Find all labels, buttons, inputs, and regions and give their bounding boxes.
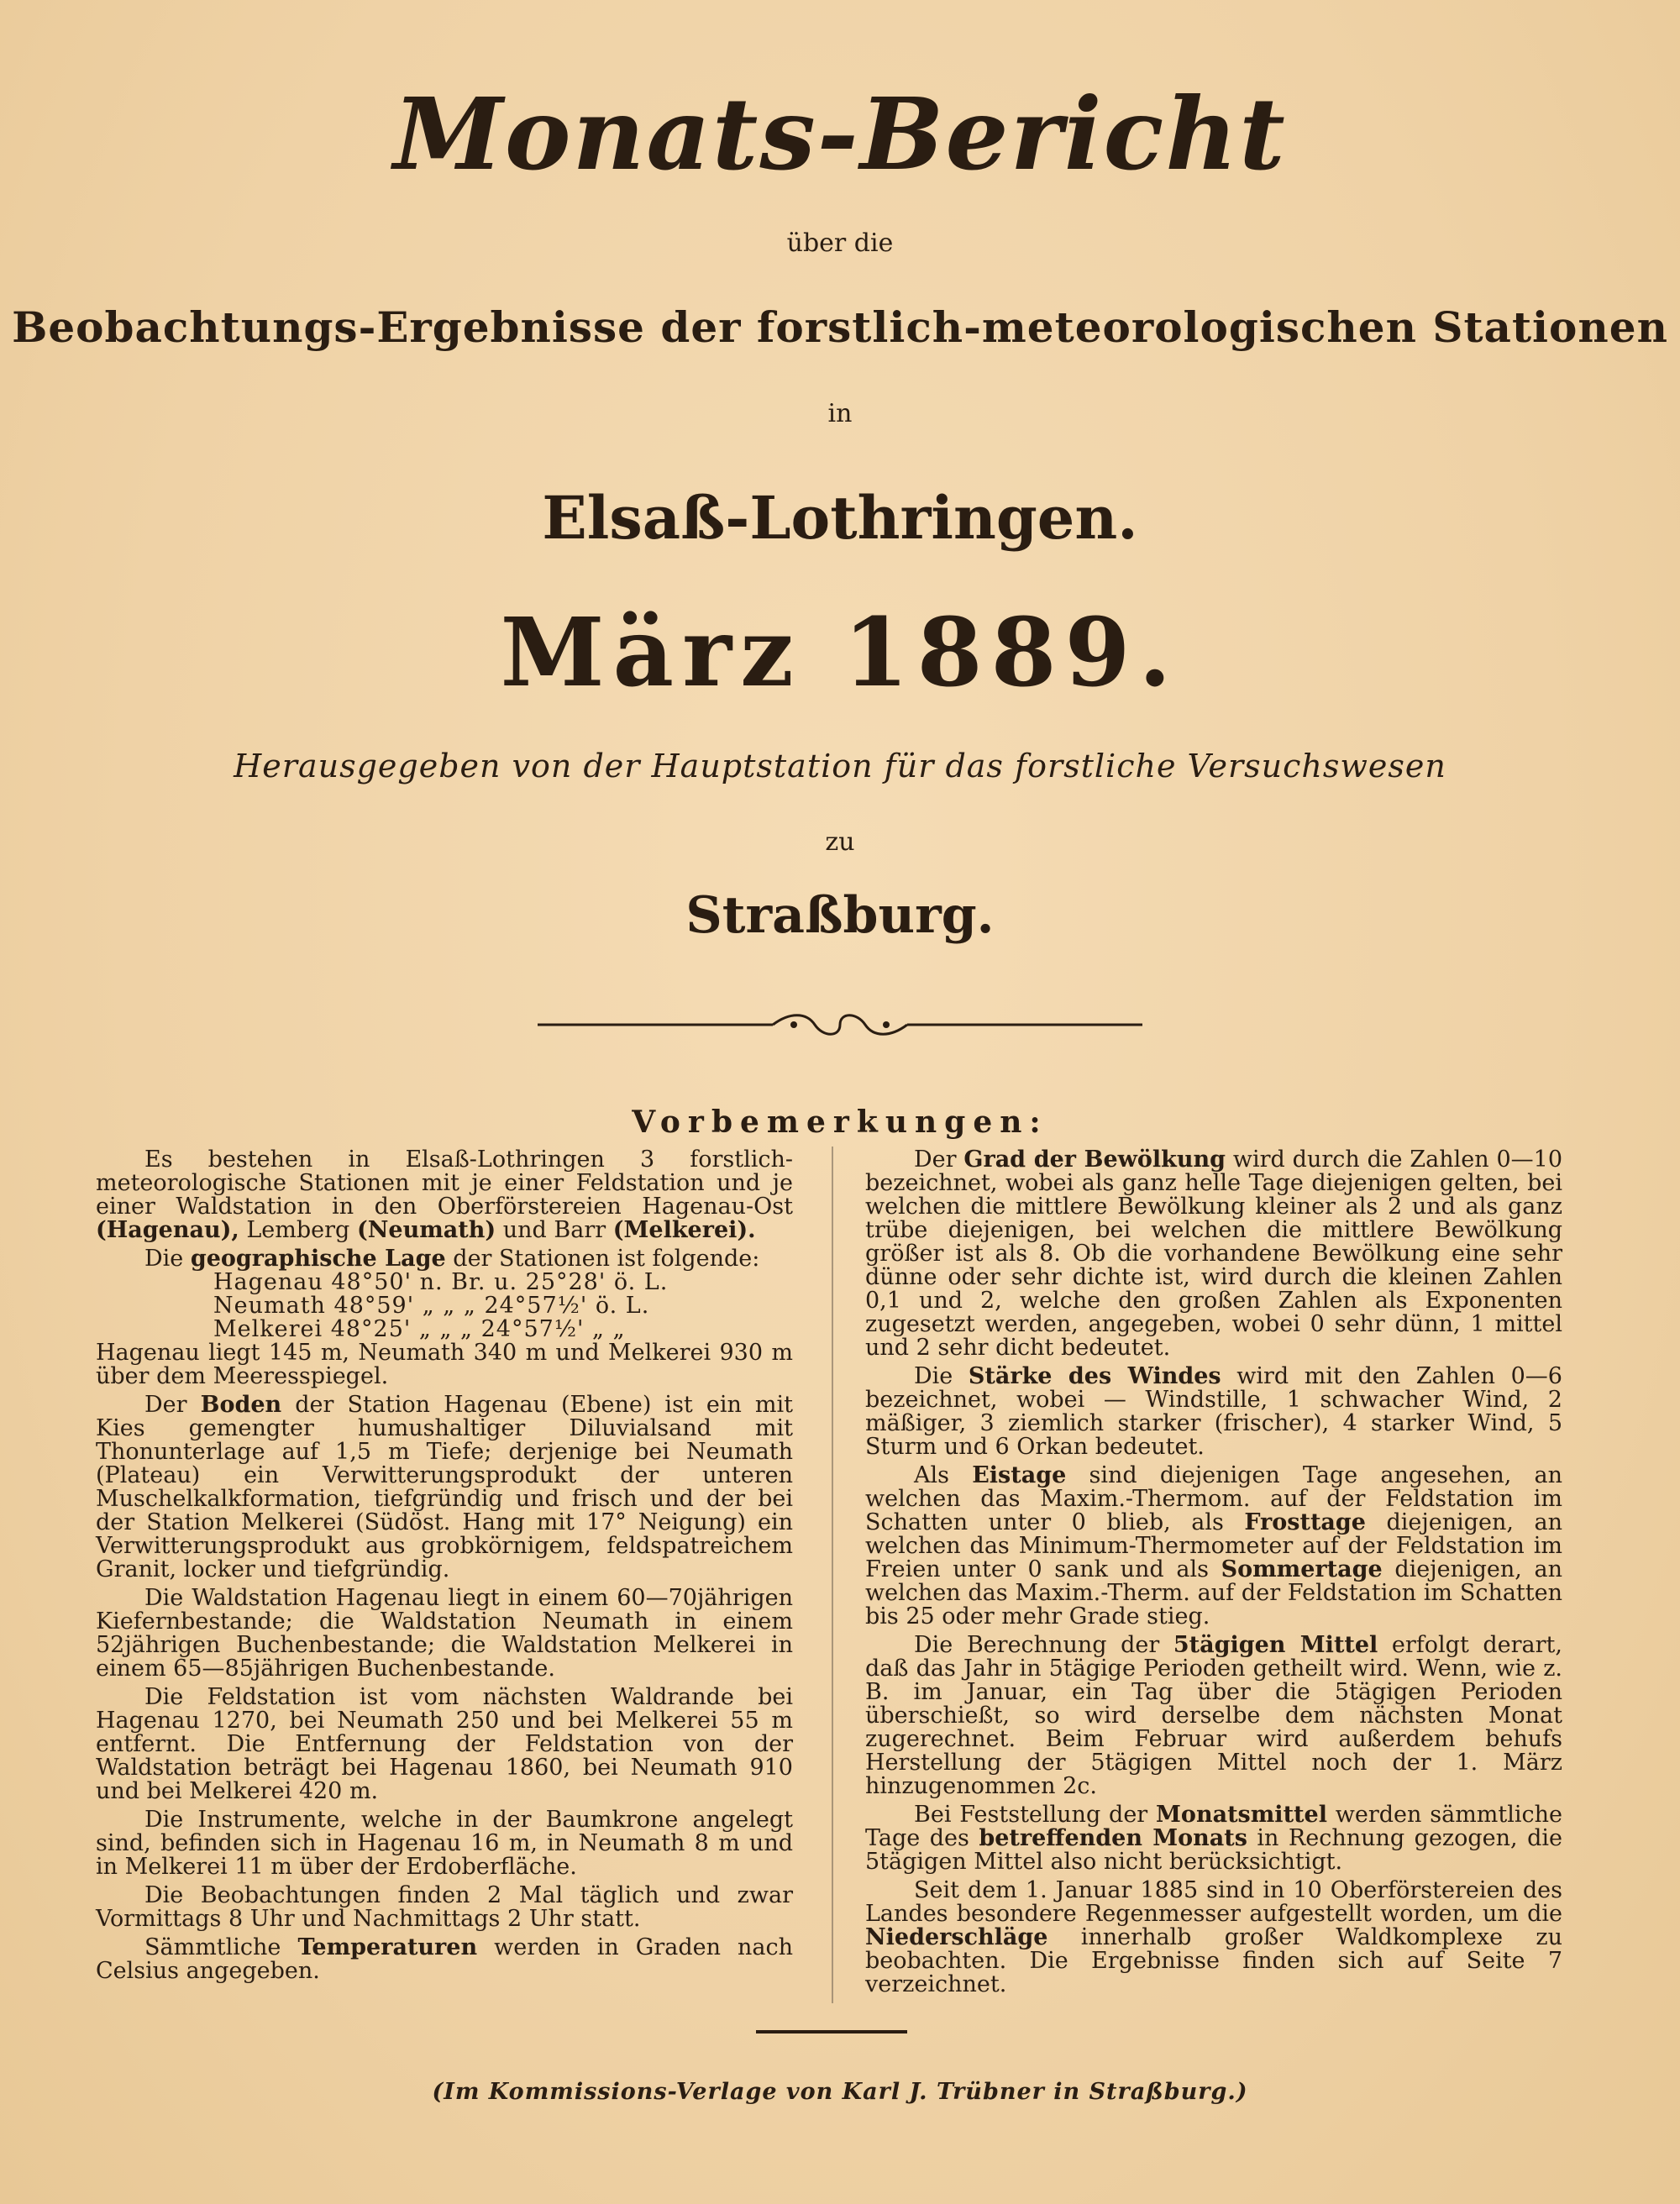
bottom-rule — [756, 2030, 907, 2033]
publisher-footer: (Im Kommissions-Verlage von Karl J. Trübner in Straßburg.) — [432, 2079, 1248, 2105]
paragraph-elevation: Hagenau liegt 145 m, Neumath 340 m und Melkerei 930 m über dem Meeresspiegel. — [96, 1340, 793, 1389]
paragraph-cloudiness: Der Grad der Bewölkung wird durch die Zahlen 0—10 bezeichnet, wobei als ganz helle Tage diejenigen gelten, bei welchen die mittlere Bewölkung kleiner als 2 und als ganz trübe diejenigen, bei welchen die mittlere Bewölkung größer ist als 8. Ob die vorhandene Bewölkung eine sehr dünne oder sehr dichte ist, wird durch die kleinen Zahlen 0,1 und 2, welche den großen Zahlen als Exponenten zugesetzt werden, angegeben, wobei 0 sehr dünn, 1 mittel und 2 sehr dicht bedeutet. — [865, 1147, 1562, 1361]
report-subtitle: Beobachtungs-Ergebnisse der forstlich-meteorologischen Stationen — [12, 302, 1668, 352]
left-column — [96, 1148, 793, 1988]
column-divider — [832, 1147, 833, 2003]
paragraph-observations: Die Beobachtungen finden 2 Mal täglich und zwar Vormittags 8 Uhr und Nachmittags 2 Uhr statt. — [96, 1882, 793, 1932]
section-heading: Vorbemerkungen: — [632, 1105, 1048, 1140]
month-title: März 1889. — [500, 598, 1180, 708]
paragraph-stations: Es bestehen in Elsaß-Lothringen 3 forstlich-meteorologische Stationen mit je einer Feldstation und je einer Waldstation in den Oberförstereien Hagenau-Ost (Hagenau), Lemberg (Neumath) und Barr (Melkerei). — [96, 1147, 793, 1243]
coordinate-neumath: Neumath 48°59' „ „ „ 24°57½' ö. L. — [213, 1293, 650, 1319]
in-connector: in — [827, 399, 853, 428]
city-title: Straßburg. — [685, 886, 995, 945]
paragraph-monthly-mean: Bei Feststellung der Monatsmittel werden sämmtliche Tage des betreffenden Monats in Rechnung gezogen, die 5tägigen Mittel also nicht berücksichtigt. — [865, 1802, 1563, 1875]
coordinate-melkerei: Melkerei 48°25' „ „ „ 24°57½' „ „ — [213, 1316, 626, 1342]
paragraph-instruments: Die Instrumente, welche in der Baumkrone angelegt sind, befinden sich in Hagenau 16 m, in Neumath 8 m und in Melkerei 11 m über der Erdoberfläche. — [96, 1807, 793, 1880]
subtitle-connector: über die — [786, 228, 894, 258]
coordinate-hagenau: Hagenau 48°50' n. Br. u. 25°28' ö. L. — [213, 1269, 669, 1295]
paragraph-forest-stations: Die Waldstation Hagenau liegt in einem 60—70jährigen Kiefernbestande; die Waldstation Neumath in einem 52jährigen Buchenbestande; die Waldstation Melkerei in einem 65—85jährigen Buchenbestande. — [96, 1585, 793, 1682]
paragraph-geography: Die geographische Lage der Stationen ist folgende: — [144, 1246, 760, 1272]
paragraph-five-day-mean: Die Berechnung der 5tägigen Mittel erfolgt derart, daß das Jahr in 5tägige Perioden getheilt wird. Wenn, wie z. B. im Januar, ein Tag über die 5tägigen Perioden überschießt, so wird derselbe dem nächsten Monat zugerechnet. Beim Februar wird außerdem behufs Herstellung der 5tägigen Mittel noch der 1. März hinzugenommen 2c. — [865, 1632, 1562, 1799]
paragraph-distances: Die Feldstation ist vom nächsten Waldrande bei Hagenau 1270, bei Neumath 250 und bei Melkerei 55 m entfernt. Die Entfernung der Feldstation von der Waldstation beträgt bei Hagenau 1860, bei Neumath 910 und bei Melkerei 420 m. — [96, 1684, 793, 1804]
zu-connector: zu — [825, 827, 855, 857]
right-column — [865, 1148, 1562, 2002]
paragraph-ice-days: Als Eistage sind diejenigen Tage angesehen, an welchen das Maxim.-Thermom. auf der Feldstation im Schatten unter 0 blieb, als Frosttage diejenigen, an welchen das Minimum-Thermometer auf der Feldstation im Freien unter 0 sank und als Sommertage diejenigen, an welchen das Maxim.-Therm. auf der Feldstation im Schatten bis 25 oder mehr Grade stieg. — [865, 1462, 1562, 1629]
paragraph-wind: Die Stärke des Windes wird mit den Zahlen 0—6 bezeichnet, wobei — Windstille, 1 schwacher Wind, 2 mäßiger, 3 ziemlich starker (frischer), 4 starker Wind, 5 Sturm und 6 Orkan bedeutet. — [865, 1363, 1562, 1460]
region-title: Elsaß-Lothringen. — [542, 483, 1138, 553]
paragraph-soil: Der Boden der Station Hagenau (Ebene) ist ein mit Kies gemengter humushaltiger Diluvialsand mit Thonunterlage auf 1,5 m Tiefe; derjenige bei Neumath (Plateau) ein Verwitterungsprodukt der unteren Muschelkalkformation, tiefgründig und frisch und der bei der Station Melkerei (Südöst. Hang mit 17° Neigung) ein Verwitterungsprodukt aus grobkörnigem, feldspatreichem Granit, locker und tiefgründig. — [96, 1392, 793, 1582]
paragraph-temperatures: Sämmtliche Temperaturen werden in Graden nach Celsius angegeben. — [96, 1934, 794, 1984]
publisher-line: Herausgegeben von der Hauptstation für das forstliche Versuchswesen — [234, 748, 1446, 785]
report-title: Monats-Bericht — [393, 76, 1287, 192]
ornament-divider — [538, 1008, 1142, 1042]
paragraph-precipitation: Seit dem 1. Januar 1885 sind in 10 Oberförstereien des Landes besondere Regenmesser aufgestellt worden, um die Niederschläge innerhalb großer Waldkomplexe zu beobachten. Die Ergebnisse finden sich auf Seite 7 verzeichnet. — [865, 1877, 1562, 1997]
coordinates-list — [96, 1271, 793, 1341]
